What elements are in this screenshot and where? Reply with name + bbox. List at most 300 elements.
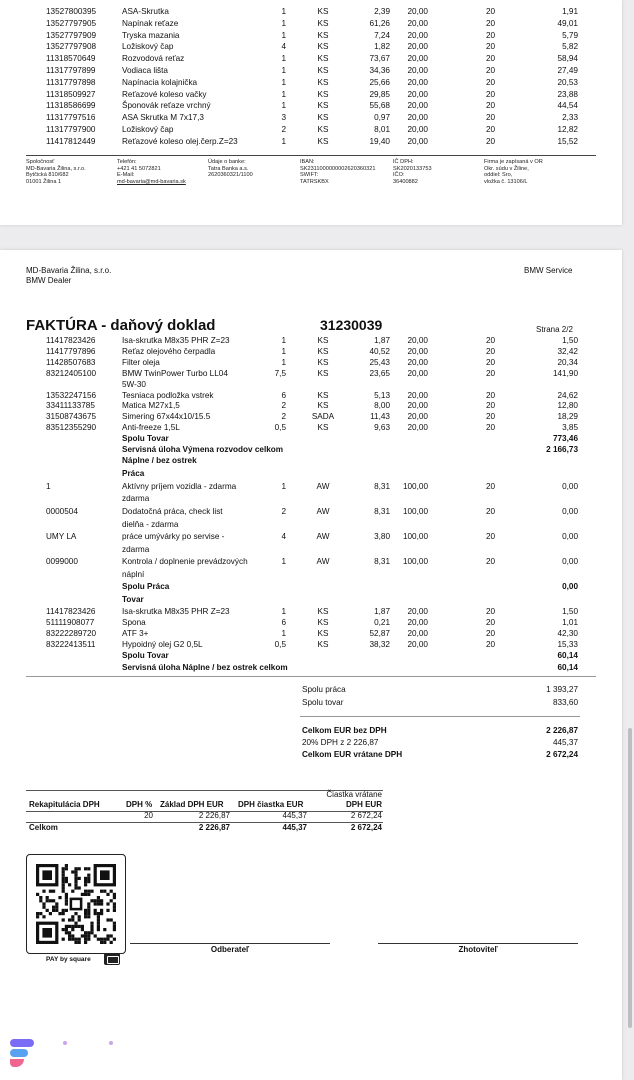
table-row: [0, 506, 622, 517]
cell-unit: KS: [317, 390, 329, 400]
footer-line: Okr. súdu v Žiline,: [484, 165, 529, 172]
cell-qty: 1: [281, 30, 286, 40]
cell-disc: 20,00: [407, 113, 428, 123]
summary-divider-mid: [300, 716, 580, 717]
cell-code: 13527797908: [46, 42, 97, 52]
cell-vat: 20: [486, 506, 496, 516]
cell-price: 1,87: [374, 607, 390, 617]
cell-disc: 100,00: [402, 531, 428, 541]
cell-price: 19,40: [369, 136, 390, 146]
footer-contact: [117, 159, 186, 185]
cell-price: 25,66: [369, 77, 390, 87]
cell-unit: KS: [317, 7, 329, 16]
cell-desc: Napínak reťaze: [122, 18, 179, 28]
cell-code: 11317797516: [46, 113, 96, 123]
recap-h-pct: DPH %: [126, 800, 153, 809]
cell-qty: 0,5: [274, 423, 286, 433]
cell-code: 13532247156: [46, 390, 97, 400]
pay-by-square-label: PAY by square: [46, 956, 91, 963]
qr-code-icon: [36, 864, 116, 944]
cell-desc: Rozvodová reťaz: [122, 54, 185, 64]
cell-total: 1,50: [562, 336, 578, 345]
footer-line: 01001 Žilina 1: [26, 178, 62, 185]
cell-desc: Isa-skrutka M8x35 PHR Z=23: [122, 607, 230, 617]
cell-disc: 20,00: [407, 54, 428, 64]
cell-vat: 20: [486, 336, 496, 345]
cell-desc: Reťazové koleso olej.čerp.Z=23: [122, 136, 238, 146]
cell-price: 5,13: [374, 390, 390, 400]
cell-qty: 1: [281, 18, 286, 28]
footer-line: oddiel: Sro,: [484, 172, 513, 179]
cell-code: 83212405100: [46, 368, 97, 378]
footer-line[interactable]: md-bavaria@md-bavaria.sk: [117, 178, 186, 185]
cell-vat: 20: [486, 481, 496, 491]
cell-total: 3,85: [562, 423, 578, 433]
cell-qty: 4: [281, 42, 286, 52]
footer-line: Firma je zapísaná v OR: [484, 159, 543, 165]
cell-disc: 20,00: [407, 101, 428, 111]
cell-code: 1: [46, 481, 51, 491]
cell-qty: 1: [281, 66, 286, 75]
table-row: [0, 606, 622, 617]
table-row: [0, 531, 622, 542]
total-net-label: Celkom EUR bez DPH: [302, 726, 387, 735]
dealer-label: BMW Dealer: [26, 276, 72, 285]
cell-code: 11318586699: [46, 101, 96, 111]
sum-praca-value: 1 393,27: [546, 685, 578, 694]
subtotal-goods-1-label: Spolu Tovar: [122, 434, 169, 444]
cell-desc: náplní: [122, 569, 145, 579]
cell-vat: 20: [486, 401, 496, 411]
cell-vat: 20: [486, 54, 496, 64]
cell-unit: KS: [317, 401, 329, 411]
cell-total: 15,33: [557, 640, 578, 650]
cell-total: 0,00: [562, 506, 578, 516]
table-row: [0, 639, 622, 650]
scrollbar[interactable]: [628, 728, 632, 1028]
sum-praca-label: Spolu práca: [302, 685, 346, 694]
cell-unit: KS: [317, 30, 329, 40]
cell-desc: Isa-skrutka M8x35 PHR Z=23: [122, 336, 230, 345]
section-tovar: [0, 594, 622, 605]
cell-price: 55,68: [369, 101, 390, 111]
cell-disc: 20,00: [407, 618, 428, 628]
table-row: [0, 569, 622, 580]
cell-desc: Napínacia kolajnička: [122, 77, 198, 87]
cell-total: 32,42: [557, 346, 578, 356]
footer-line: MD-Bavaria Žilina, s.r.o.: [26, 165, 86, 172]
footer-line: Tatra Banka a.s.: [208, 165, 249, 172]
recap-row-base: 2 226,87: [198, 811, 230, 820]
summary-divider-top: [26, 676, 596, 677]
cell-qty: 4: [281, 531, 286, 541]
cell-desc: Dodatočná práca, check list: [122, 506, 223, 516]
table-row: [0, 617, 622, 628]
recap-title: Rekapitulácia DPH: [29, 800, 100, 809]
footer-line: Bytčická 810/682: [26, 172, 69, 179]
cell-desc: Kontrola / doplnenie prevádzových: [122, 557, 248, 566]
cell-desc: 5W-30: [122, 379, 146, 389]
table-row: [0, 18, 622, 29]
footer-bank: [208, 159, 253, 179]
cell-desc: Aktívny príjem vozidla - zdarma: [122, 481, 237, 491]
task-total-1: [0, 444, 622, 455]
table-row: [0, 390, 622, 401]
cell-qty: 3: [281, 113, 286, 123]
subtotal-goods-2-value: 60,14: [557, 651, 578, 660]
cell-total: 12,80: [557, 401, 578, 411]
invoice-page-2: [0, 250, 622, 1080]
cell-desc: Tesniaca podložka vstrek: [122, 390, 214, 400]
cell-code: 13527797905: [46, 18, 97, 28]
footer-line: 36400882: [393, 178, 418, 185]
cell-qty: 1: [281, 7, 286, 16]
footer-line: 2620360321/1100: [208, 172, 253, 179]
cell-code: 83222289720: [46, 629, 97, 639]
cell-desc: ASA-Skrutka: [122, 7, 169, 16]
cell-code: 13527797909: [46, 30, 97, 40]
total-net-value: 2 226,87: [546, 726, 578, 735]
cell-vat: 20: [486, 629, 496, 639]
cell-desc: Hypoidný olej G2 0,5L: [122, 640, 203, 650]
cell-disc: 20,00: [407, 607, 428, 617]
table-row: [0, 422, 622, 433]
cell-vat: 20: [486, 89, 496, 99]
table-row: [0, 346, 622, 357]
cell-price: 40,52: [369, 346, 390, 356]
footer-line: SWIFT:: [300, 172, 319, 179]
subtotal-goods-2-label: Spolu Tovar: [122, 651, 169, 660]
footer-vat-id: [393, 159, 432, 185]
cell-qty: 1: [281, 481, 286, 491]
footer-line: Spoločnosť: [26, 159, 55, 165]
footer-iban: [300, 159, 376, 185]
cell-qty: 1: [281, 101, 286, 111]
table-row: [0, 628, 622, 639]
cell-code: 11428507683: [46, 357, 96, 367]
page-title: FAKTÚRA - daňový doklad: [26, 317, 216, 334]
cell-vat: 20: [486, 30, 496, 40]
cell-code: 11417812449: [46, 136, 96, 146]
cell-total: 58,94: [557, 54, 578, 64]
table-row: [0, 6, 622, 17]
cell-code: 0099000: [46, 557, 78, 566]
sum-tovar-label: Spolu tovar: [302, 698, 344, 707]
table-row: [0, 100, 622, 111]
pay-by-square-qr-frame: [26, 854, 126, 954]
cell-total: 0,00: [562, 531, 578, 541]
cell-price: 8,31: [374, 557, 390, 566]
cell-desc: Šponovák reťaze vrchný: [122, 101, 211, 111]
cell-vat: 20: [486, 101, 496, 111]
service-label: BMW Service: [524, 266, 573, 275]
recap-row-ret: 2 672,24: [350, 811, 382, 820]
cell-price: 7,24: [374, 30, 390, 40]
cell-code: 13527800395: [46, 7, 97, 16]
cell-code: 11317797899: [46, 66, 96, 75]
table-row: [0, 335, 622, 346]
cell-qty: 1: [281, 557, 286, 566]
cell-price: 73,67: [369, 54, 390, 64]
task-total-1-value: 2 166,73: [546, 445, 578, 454]
cell-desc: Ložiskový čap: [122, 125, 174, 134]
cell-unit: AW: [316, 481, 330, 491]
cell-desc: Filter oleja: [122, 357, 160, 367]
footer-line: IČ DPH:: [393, 159, 414, 165]
subtotal-goods-2: [0, 650, 622, 661]
cell-total: 20,34: [557, 357, 578, 367]
table-row: [0, 519, 622, 530]
cell-vat: 20: [486, 113, 496, 123]
cell-disc: 100,00: [402, 557, 428, 566]
table-row: [0, 89, 622, 100]
cell-code: 11317797898: [46, 77, 96, 87]
cell-disc: 100,00: [402, 506, 428, 516]
cell-desc: Spona: [122, 618, 146, 628]
page-indicator: Strana 2/2: [536, 325, 573, 334]
cell-unit: KS: [317, 54, 329, 64]
cell-unit: KS: [317, 42, 329, 52]
cell-desc: Ložiskový čap: [122, 42, 174, 52]
invoice-number: 31230039: [320, 317, 383, 333]
footer-line: IBAN:: [300, 159, 315, 165]
footer-line: TATRSKBX: [300, 178, 329, 185]
subtotal-labor-label: Spolu Práca: [122, 582, 170, 592]
table-row: [0, 41, 622, 52]
cell-vat: 20: [486, 18, 496, 28]
pay-card-icon: [104, 953, 120, 965]
cell-price: 8,31: [374, 481, 390, 491]
cell-desc: Matica M27x1,5: [122, 401, 180, 411]
table-row: [0, 481, 622, 492]
cell-vat: 20: [486, 531, 496, 541]
footer-divider: [26, 155, 596, 156]
total-gross-value: 2 672,24: [546, 750, 578, 759]
cell-disc: 20,00: [407, 66, 428, 75]
cell-total: 44,54: [557, 101, 578, 111]
footer-registry: [484, 159, 543, 185]
cell-unit: AW: [316, 557, 330, 566]
cell-vat: 20: [486, 77, 496, 87]
cell-price: 0,97: [374, 113, 390, 123]
cell-disc: 20,00: [407, 629, 428, 639]
cell-total: 1,01: [562, 618, 578, 628]
cell-qty: 1: [281, 89, 286, 99]
cell-code: 31508743675: [46, 412, 97, 422]
footer-line: E-Mail:: [117, 172, 135, 179]
section-tovar-text: Tovar: [122, 595, 144, 604]
table-row: [0, 112, 622, 123]
cell-price: 34,36: [369, 66, 390, 75]
footer-line: +421 41 5072821: [117, 165, 161, 172]
table-row: [0, 544, 622, 555]
cell-vat: 20: [486, 607, 496, 617]
cell-qty: 2: [281, 125, 286, 134]
cell-code: 51111908077: [46, 618, 95, 628]
cell-qty: 1: [281, 54, 286, 64]
signature-line-customer: [130, 943, 330, 944]
cell-price: 9,63: [374, 423, 390, 433]
cell-price: 29,85: [369, 89, 390, 99]
cell-unit: KS: [317, 336, 329, 345]
cell-desc: zdarma: [122, 544, 150, 554]
cell-unit: KS: [317, 368, 329, 378]
table-row: [0, 53, 622, 64]
table-row: [0, 77, 622, 88]
cell-code: 11318570649: [46, 54, 96, 64]
cell-price: 8,00: [374, 401, 390, 411]
cell-unit: KS: [317, 607, 329, 617]
cell-disc: 20,00: [407, 336, 428, 345]
recap-row-vat: 445,37: [282, 811, 307, 820]
cell-vat: 20: [486, 423, 496, 433]
table-row: [0, 65, 622, 76]
cell-total: 49,01: [557, 18, 578, 28]
cell-price: 61,26: [369, 18, 390, 28]
cell-desc: práce umývárky po servise -: [122, 531, 225, 541]
cell-desc: Reťazové koleso vačky: [122, 89, 207, 99]
cell-qty: 1: [281, 629, 286, 639]
cell-unit: KS: [317, 113, 329, 123]
indicator-dot-2: [109, 1041, 113, 1045]
table-row: [0, 357, 622, 368]
cell-total: 2,33: [562, 113, 578, 123]
cell-disc: 20,00: [407, 125, 428, 134]
cell-qty: 7,5: [274, 368, 286, 378]
cell-price: 0,21: [374, 618, 390, 628]
cell-qty: 1: [281, 136, 286, 146]
cell-desc: dielňa - zdarma: [122, 519, 179, 529]
cell-code: UMY LA: [46, 531, 77, 541]
cell-desc: Reťaz olejového čerpadla: [122, 346, 216, 356]
footer-line: vložka č. 13106/L: [484, 178, 528, 185]
cell-disc: 20,00: [407, 18, 428, 28]
cell-total: 20,53: [557, 77, 578, 87]
cell-disc: 20,00: [407, 346, 428, 356]
cell-unit: KS: [317, 101, 329, 111]
cell-qty: 2: [281, 401, 286, 411]
cell-desc: BMW TwinPower Turbo LL04: [122, 368, 228, 378]
subtotal-labor-value: 0,00: [562, 582, 578, 592]
cell-unit: KS: [317, 346, 329, 356]
sum-tovar-value: 833,60: [552, 698, 578, 707]
cell-unit: KS: [317, 77, 329, 87]
cell-code: 11417823426: [46, 336, 96, 345]
table-row: [0, 493, 622, 504]
cell-unit: KS: [317, 89, 329, 99]
cell-total: 1,50: [562, 607, 578, 617]
table-row: [0, 400, 622, 411]
cell-total: 27,49: [557, 66, 578, 75]
cell-price: 11,43: [370, 412, 390, 422]
cell-disc: 20,00: [407, 7, 428, 16]
recap-total-vat: 445,37: [282, 823, 307, 832]
table-row: [0, 136, 622, 147]
footer-line: SK2311000000002620360321: [300, 165, 376, 172]
cell-total: 42,30: [557, 629, 578, 639]
cell-unit: KS: [317, 618, 329, 628]
cell-vat: 20: [486, 42, 496, 52]
recap-h-ret1: Čiastka vrátane: [326, 790, 382, 799]
table-row: [0, 411, 622, 422]
section-naplne: [0, 455, 622, 466]
cell-vat: 20: [486, 125, 496, 134]
cell-unit: KS: [317, 18, 329, 28]
cell-total: 15,52: [557, 136, 578, 146]
cell-disc: 20,00: [407, 357, 428, 367]
footer-line: SK2020133753: [393, 165, 432, 172]
task-total-2-value: 60,14: [557, 662, 578, 672]
cell-qty: 2: [281, 506, 286, 516]
cell-desc: Anti-freeze 1,5L: [122, 423, 180, 433]
cell-vat: 20: [486, 346, 496, 356]
cell-price: 8,01: [374, 125, 390, 134]
cell-desc: ATF 3+: [122, 629, 149, 639]
cell-disc: 20,00: [407, 401, 428, 411]
recap-h-ret2: DPH EUR: [345, 800, 382, 809]
footer-line: Údaje o banke:: [208, 159, 246, 165]
table-row: [0, 124, 622, 135]
cell-code: 83512355290: [46, 423, 97, 433]
section-naplne-text: Náplne / bez ostrek: [122, 455, 197, 465]
subtotal-labor: [0, 581, 622, 592]
cell-qty: 1: [281, 336, 286, 345]
cell-code: 11317797900: [46, 125, 96, 134]
cell-unit: AW: [316, 531, 330, 541]
cell-qty: 6: [281, 618, 286, 628]
cell-vat: 20: [486, 136, 496, 146]
invoice-page-1: [0, 0, 622, 225]
cell-price: 1,82: [374, 42, 390, 52]
cell-disc: 20,00: [407, 640, 428, 650]
table-row: [0, 379, 622, 390]
cell-vat: 20: [486, 412, 496, 422]
cell-total: 0,00: [562, 481, 578, 491]
cell-vat: 20: [486, 7, 496, 16]
cell-disc: 20,00: [407, 423, 428, 433]
recap-total-label: Celkom: [29, 823, 58, 832]
cell-desc: Tryska mazania: [122, 30, 180, 40]
cell-desc: zdarma: [122, 494, 150, 504]
cell-disc: 20,00: [407, 368, 428, 378]
total-gross-label: Celkom EUR vrátane DPH: [302, 750, 403, 759]
cell-price: 3,80: [374, 531, 390, 541]
signature-customer-label: Odberateľ: [210, 945, 250, 954]
section-praca: [0, 468, 622, 479]
table-row: [0, 30, 622, 41]
cell-code: 33411133785: [46, 401, 95, 411]
cell-total: 18,29: [557, 412, 578, 422]
cell-disc: 20,00: [407, 30, 428, 40]
recap-total-ret: 2 672,24: [350, 823, 382, 832]
cell-disc: 20,00: [407, 390, 428, 400]
cell-vat: 20: [486, 557, 496, 566]
cell-disc: 100,00: [402, 481, 428, 491]
cell-price: 25,43: [369, 357, 390, 367]
cell-vat: 20: [486, 618, 496, 628]
cell-total: 141,90: [552, 368, 578, 378]
cell-unit: KS: [317, 136, 329, 146]
cell-vat: 20: [486, 357, 496, 367]
app-logo-icon: [8, 1037, 42, 1069]
cell-code: 11417797896: [46, 346, 96, 356]
cell-code: 83222413511: [46, 640, 96, 650]
cell-qty: 1: [281, 607, 286, 617]
cell-total: 0,00: [562, 557, 578, 566]
cell-qty: 6: [281, 390, 286, 400]
cell-unit: SADA: [311, 412, 335, 422]
table-row: [0, 556, 622, 567]
